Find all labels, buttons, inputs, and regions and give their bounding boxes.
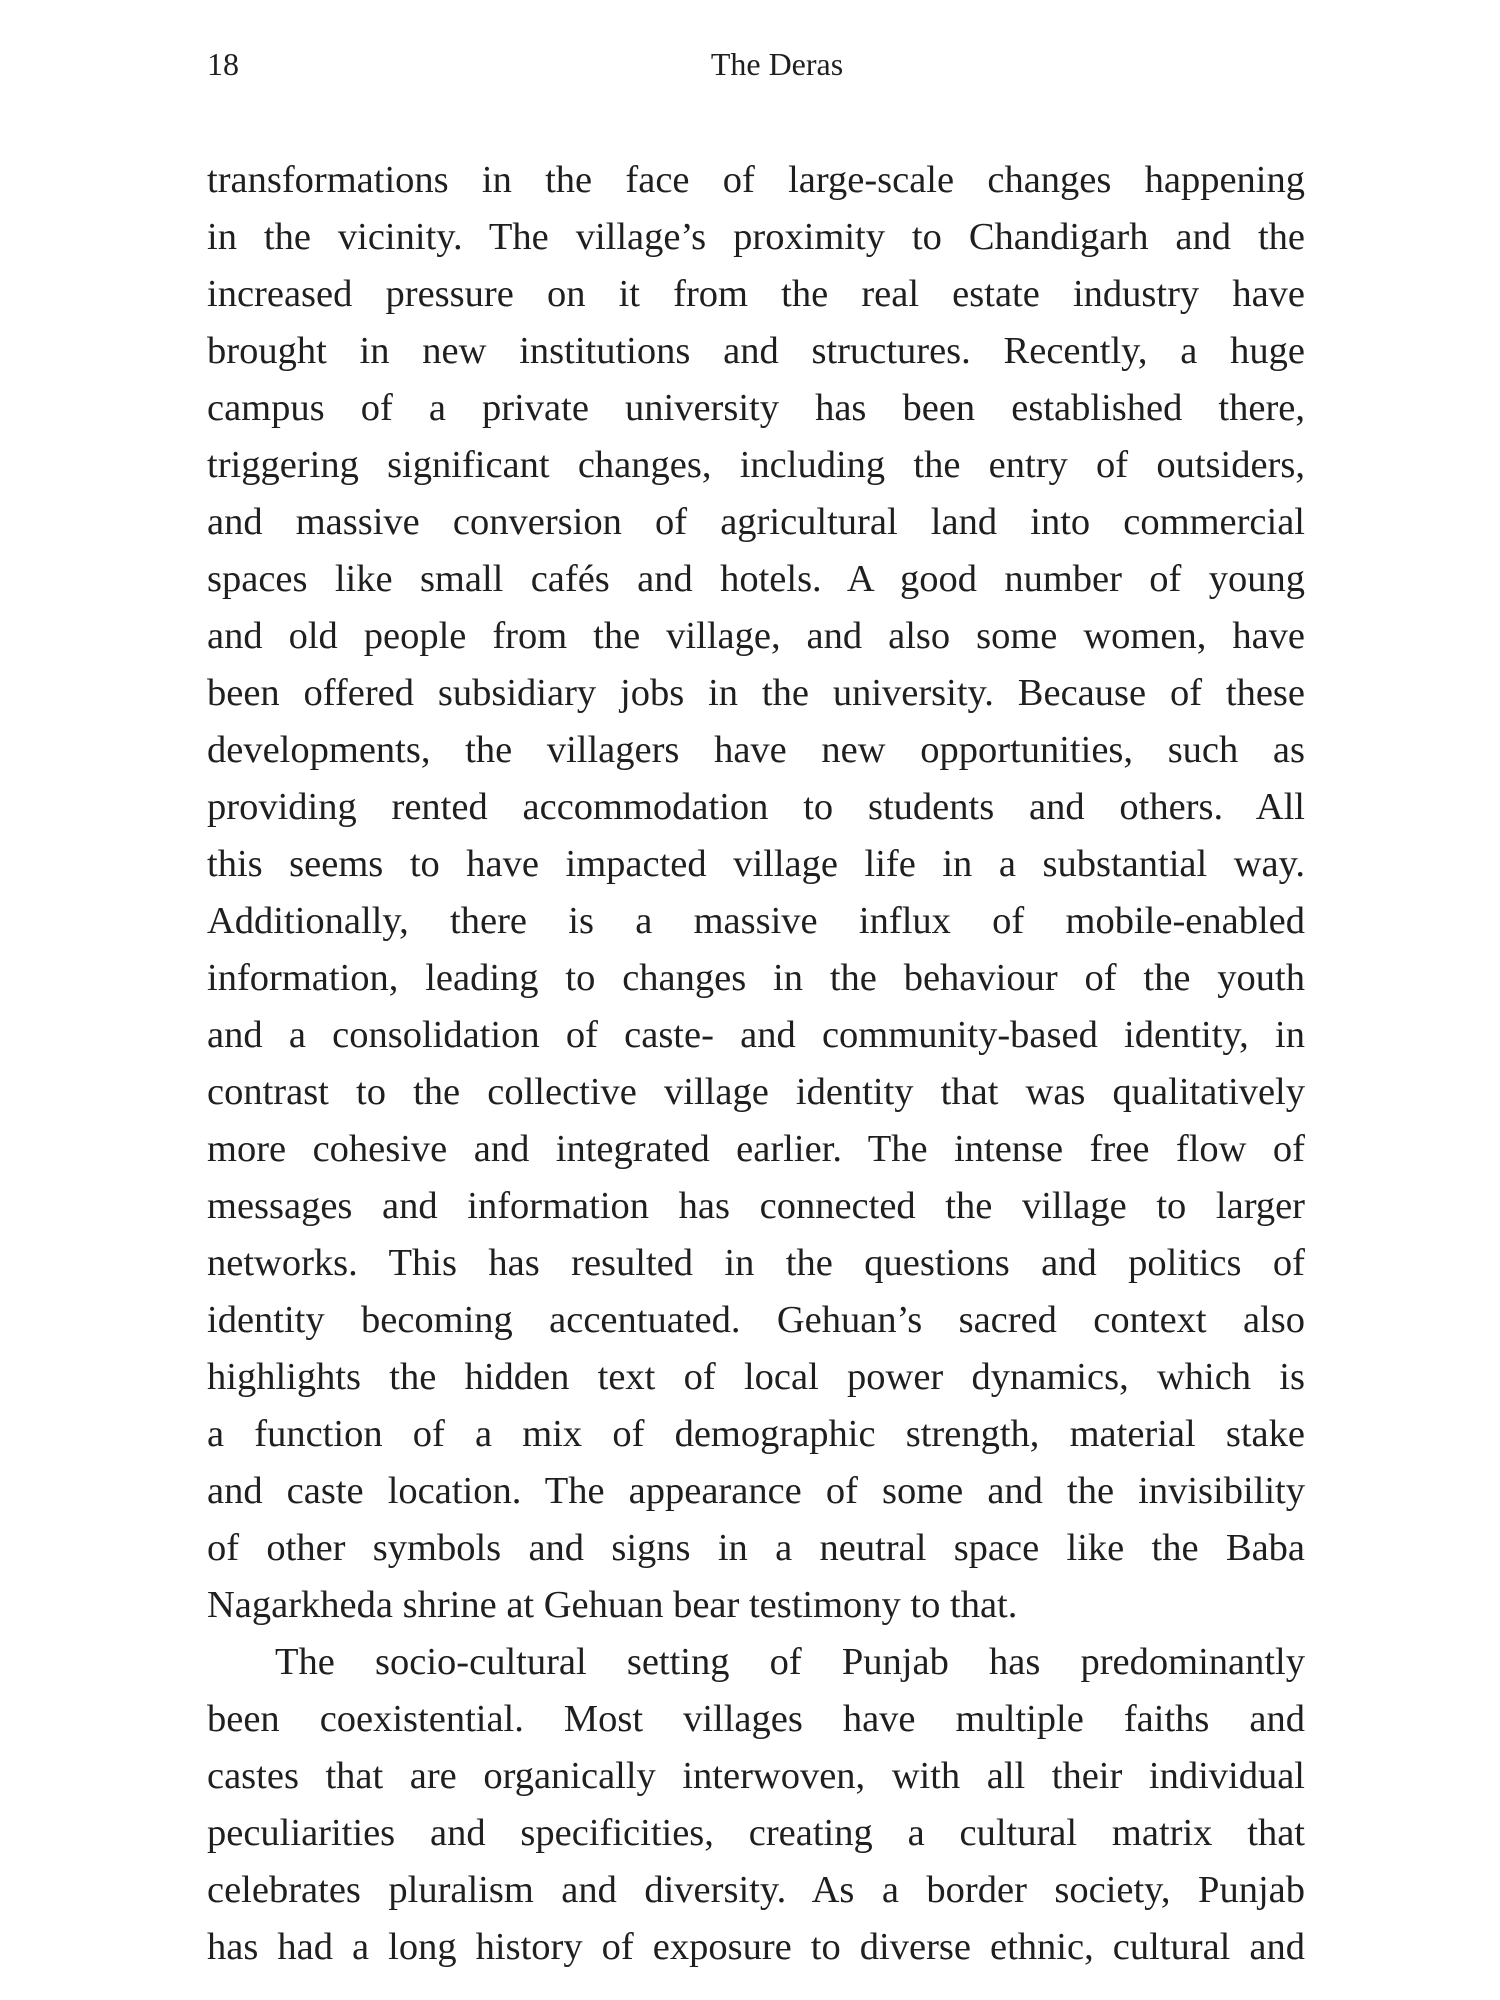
text-line: and old people from the village, and also some women, have: [207, 615, 1305, 657]
text-line: been offered subsidiary jobs in the university. Because of these: [207, 672, 1305, 714]
text-line: networks. This has resulted in the questions and politics of: [207, 1242, 1305, 1284]
paragraph: [207, 152, 1305, 1634]
text-line: transformations in the face of large-scale changes happening: [207, 159, 1305, 201]
text-line: has had a long history of exposure to diverse ethnic, cultural and: [207, 1926, 1305, 1968]
paragraph: [207, 1634, 1305, 1976]
text-line: The socio-cultural setting of Punjab has predominantly: [275, 1641, 1305, 1683]
body-text: [207, 152, 1305, 1976]
text-line: and massive conversion of agricultural land into commercial: [207, 501, 1305, 543]
text-line: messages and information has connected the village to larger: [207, 1185, 1305, 1227]
text-line: information, leading to changes in the behaviour of the youth: [207, 957, 1305, 999]
text-line: in the vicinity. The village’s proximity to Chandigarh and the: [207, 216, 1305, 258]
text-line: peculiarities and specificities, creating a cultural matrix that: [207, 1812, 1305, 1854]
text-line: identity becoming accentuated. Gehuan’s sacred context also: [207, 1299, 1305, 1341]
text-line: Additionally, there is a massive influx of mobile-enabled: [207, 900, 1305, 942]
text-line: spaces like small cafés and hotels. A good number of young: [207, 558, 1305, 600]
running-title: The Deras: [710, 46, 844, 82]
text-line: and a consolidation of caste- and community-based identity, in: [207, 1014, 1305, 1056]
text-line: developments, the villagers have new opportunities, such as: [207, 729, 1305, 771]
text-line: of other symbols and signs in a neutral space like the Baba: [207, 1527, 1305, 1569]
text-line: and caste location. The appearance of some and the invisibility: [207, 1470, 1305, 1512]
text-line: this seems to have impacted village life in a substantial way.: [207, 843, 1305, 885]
text-line: celebrates pluralism and diversity. As a border society, Punjab: [207, 1869, 1305, 1911]
text-line: contrast to the collective village identity that was qualitatively: [207, 1071, 1305, 1113]
text-line: more cohesive and integrated earlier. The intense free flow of: [207, 1128, 1305, 1170]
text-line: Nagarkheda shrine at Gehuan bear testimony to that.: [207, 1584, 1018, 1626]
text-line: brought in new institutions and structures. Recently, a huge: [207, 330, 1305, 372]
text-line: providing rented accommodation to students and others. All: [207, 786, 1305, 828]
text-line: highlights the hidden text of local power dynamics, which is: [207, 1356, 1305, 1398]
text-line: campus of a private university has been established there,: [207, 387, 1305, 429]
running-head: [207, 44, 1307, 84]
text-line: been coexistential. Most villages have multiple faiths and: [207, 1698, 1305, 1740]
text-line: a function of a mix of demographic strength, material stake: [207, 1413, 1305, 1455]
text-line: increased pressure on it from the real estate industry have: [207, 273, 1305, 315]
page-number: 18: [207, 46, 239, 82]
text-line: castes that are organically interwoven, with all their individual: [207, 1755, 1305, 1797]
text-line: triggering significant changes, including the entry of outsiders,: [207, 444, 1305, 486]
